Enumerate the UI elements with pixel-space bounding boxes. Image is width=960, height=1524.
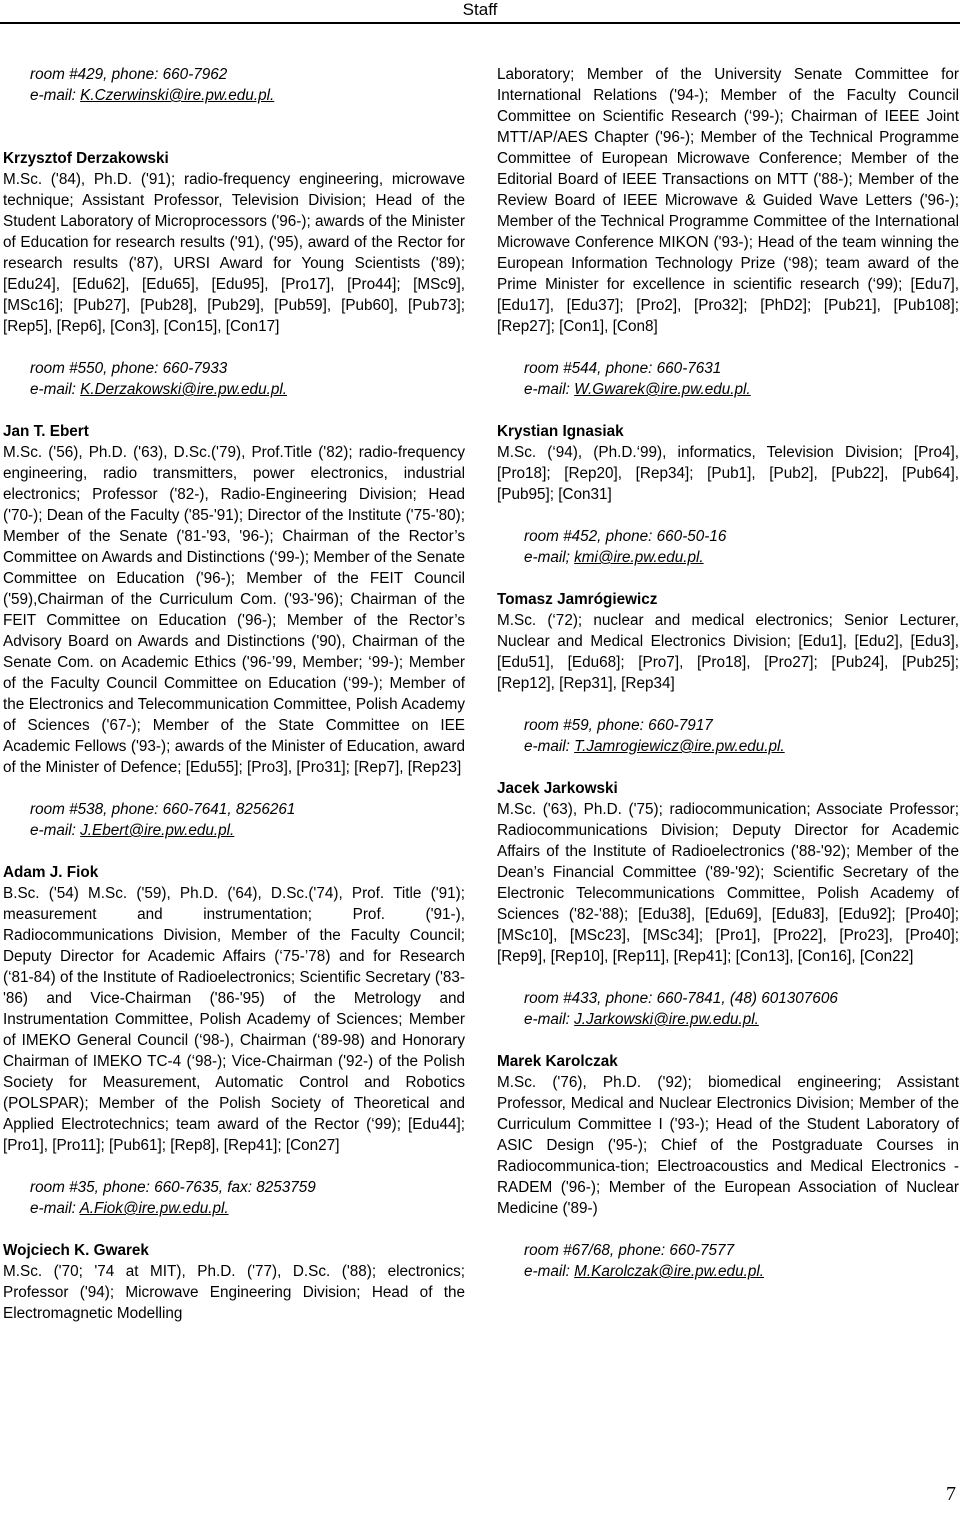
email-link[interactable]: K.Czerwinski@ire.pw.edu.pl. [80, 87, 275, 104]
header-divider [0, 22, 960, 24]
room-phone: room #538, phone: 660-7641, 8256261 [30, 801, 296, 818]
room-phone: room #433, phone: 660-7841, (48) 601307606 [524, 990, 838, 1007]
email-line [524, 1261, 959, 1282]
room-phone: room #67/68, phone: 660-7577 [524, 1242, 735, 1259]
staff-entry-gwarek-continued [497, 64, 959, 400]
staff-name: Krystian Ignasiak [497, 423, 624, 440]
room-phone: room #544, phone: 660-7631 [524, 360, 722, 377]
email-label: e-mail; [524, 549, 575, 566]
right-column [497, 64, 959, 1282]
staff-bio: M.Sc. (‘72); nuclear and medical electronics; Senior Lecturer, Nuclear and Medical Electronics Division; [Edu1], [Edu2], [Edu3], [Edu51], [Edu68]; [Pro7], [Pro18], [Pro27]; [Pub24], [Pub25]; [Rep12], [Rep31], [Rep34] [497, 612, 959, 692]
staff-bio: M.Sc. ('84), Ph.D. ('91); radio-frequency engineering, microwave technique; Assistant Professor, Television Division; Head of the Student Laboratory of Microprocessors ('96-); awards of the Minister of Education for research results ('91), ('95), award of the Rector for research results ('87), URSI Award for Young Scientists ('89); [Edu24], [Edu62], [Edu65], [Edu95], [Pro17], [Pro44]; [MSc9], [MSc16]; [Pub27], [Pub28], [Pub29], [Pub59], [Pub60], [Pub73]; [Rep5], [Rep6], [Con3], [Con15], [Con17] [3, 171, 465, 335]
email-link[interactable]: A.Fiok@ire.pw.edu.pl. [79, 1200, 229, 1217]
email-link[interactable]: kmi@ire.pw.edu.pl. [574, 549, 704, 566]
email-link[interactable]: W.Gwarek@ire.pw.edu.pl. [574, 381, 751, 398]
room-phone: room #35, phone: 660-7635, fax: 8253759 [30, 1179, 316, 1196]
email-label: e-mail: [30, 87, 81, 104]
page-number: 7 [946, 1483, 956, 1505]
email-line [30, 820, 465, 841]
email-label: e-mail: [524, 1263, 575, 1280]
staff-name: Tomasz Jamrógiewicz [497, 591, 658, 608]
email-line [524, 379, 959, 400]
page-title: Staff [462, 0, 498, 19]
email-link[interactable]: K.Derzakowski@ire.pw.edu.pl. [80, 381, 287, 398]
staff-bio: B.Sc. ('54) M.Sc. ('59), Ph.D. ('64), D.Sc.('74), Prof. Title ('91); measurement and instrumentation; Prof. ('91-), Radiocommunications Division, Member of the Faculty Council; Deputy Director for Academic Affairs (‘75-’78) and for Research (‘81-84) of the Institute of Radioelectronics; Scientific Secretary ('83-'86) and Vice-Chairman ('86-'95) of the Metrology and Instrumentation Committee, Polish Academy of Sciences; Member of IMEKO General Council (‘98-), Chairman (‘89-98) and Honorary Chairman of IMEKO TC-4 (‘98-); Vice-Chairman ('92-) of the Polish Society for Measurement, Automatic Control and Robotics (POLSPAR); Member of the Polish Society of Theoretical and Applied Electrotechnics; team award of the Rector (‘99); [Edu44]; [Pro1], [Pro11]; [Pub61]; [Rep8], [Rep41]; [Con27] [3, 885, 465, 1154]
room-phone: room #59, phone: 660-7917 [524, 717, 713, 734]
email-line [524, 736, 959, 757]
left-column [3, 64, 465, 1324]
email-label: e-mail: [30, 822, 81, 839]
staff-bio: M.Sc. ('70; '74 at MIT), Ph.D. ('77), D.Sc. ('88); electronics; Professor ('94); Microwave Engineering Division; Head of the Electromagnetic Modelling [3, 1263, 465, 1322]
email-line [30, 379, 465, 400]
email-line [524, 1009, 959, 1030]
email-link[interactable]: J.Jarkowski@ire.pw.edu.pl. [574, 1011, 759, 1028]
staff-entry-ebert [3, 421, 465, 841]
email-link[interactable]: T.Jamrogiewicz@ire.pw.edu.pl. [574, 738, 785, 755]
staff-name: Marek Karolczak [497, 1053, 618, 1070]
email-line [30, 85, 465, 106]
staff-bio: M.Sc. ('63), Ph.D. ('75); radiocommunication; Associate Professor; Radiocommunications Division; Deputy Director for Academic Affairs of the Institute of Radioelectronics ('88-'92); Member of the Dean’s Financial Committee ('89-'92); Scientific Secretary of the Electronic Telecommunications Committee, Polish Academy of Sciences ('82-'88); [Edu38], [Edu69], [Edu83], [Edu92]; [Pro40]; [MSc10], [MSc23], [MSc34]; [Pro1], [Pro22], [Pro23], [Pro40]; [Rep9], [Rep10], [Rep11], [Rep41]; [Con13], [Con16], [Con22] [497, 801, 959, 965]
staff-bio: M.Sc. ('76), Ph.D. ('92); biomedical engineering; Assistant Professor, Medical and Nuclear Electronics Division; Member of the Curriculum Committee I ('93-); Head of the Student Laboratory of ASIC Design ('95-); Chief of the Postgraduate Courses in Radiocommunica-tion; Electroacoustics and Medical Electronics - RADEM ('96-); Member of the European Association of Nuclear Medicine ('89-) [497, 1074, 959, 1217]
email-line [30, 1198, 465, 1219]
email-label: e-mail: [524, 1011, 575, 1028]
room-phone: room #550, phone: 660-7933 [30, 360, 228, 377]
staff-name: Wojciech K. Gwarek [3, 1242, 149, 1259]
staff-name: Jacek Jarkowski [497, 780, 618, 797]
staff-entry-karolczak [497, 1051, 959, 1282]
staff-name: Jan T. Ebert [3, 423, 89, 440]
staff-bio: M.Sc. (‘94), (Ph.D.‘99), informatics, Television Division; [Pro4], [Pro18]; [Rep20], [Rep34]; [Pub1], [Pub2], [Pub22], [Pub64], [Pub95]; [Con31] [497, 444, 959, 503]
staff-entry-jarkowski [497, 778, 959, 1030]
email-link[interactable]: M.Karolczak@ire.pw.edu.pl. [574, 1263, 764, 1280]
staff-name: Adam J. Fiok [3, 864, 99, 881]
contact-block-czerwinski [3, 64, 465, 106]
email-label: e-mail: [30, 1200, 80, 1217]
email-label: e-mail: [524, 738, 575, 755]
email-line [524, 547, 959, 568]
email-label: e-mail: [30, 381, 81, 398]
staff-bio: Laboratory; Member of the University Senate Committee for International Relations ('94-); Member of the Faculty Council Committee on Scientific Research (‘99-); Chairman of IEEE Joint MTT/AP/AES Chapter ('96-); Member of the Technical Programme Committee of European Microwave Conference; Member of the Editorial Board of IEEE Transactions on MTT ('88-); Member of the Review Board of IEEE Microwave & Guided Wave Letters ('96-); Member of the Technical Programme Committee of the International Microwave Conference MIKON ('93-); Head of the team winning the European Information Technology Prize (‘98); team award of the Prime Minister for excellence in scientific research (‘99); [Edu7], [Edu17], [Edu37]; [Pro2], [Pro32]; [PhD2]; [Pub21], [Pub108]; [Rep27]; [Con1], [Con8] [497, 66, 959, 335]
staff-name: Krzysztof Derzakowski [3, 150, 169, 167]
email-link[interactable]: J.Ebert@ire.pw.edu.pl. [80, 822, 235, 839]
staff-bio: M.Sc. ('56), Ph.D. ('63), D.Sc.('79), Prof.Title ('82); radio-frequency engineering, radio transmitters, power electronics, industrial electronics; Professor ('82-), Radio-Engineering Division; Head ('70-); Dean of the Faculty ('85-'91); Director of the Institute ('75-'80); Member of the Senate ('81-'93, '96-); Chairman of the Rector’s Committee on Awards and Distinctions (‘99-); Member of the Senate Committee on Education ('96-); Member of the FEIT Council ('59),Chairman of the Curriculum Com. ('93-'96); Chairman of the FEIT Committee on Education ('96-); Member of the Rector’s Advisory Board on Awards and Distinctions ('90), Chairman of the Senate Com. on Academic Ethics ('96-’99, Member; ‘99-); Member of the Faculty Council Committee on Education (‘99-); Member of the Electronics and Telecommunication Committee, Polish Academy of Sciences ('67-); Member of the State Committee on IEE Academic Fellows ('93-); awards of the Minister of Education, award of the Minister of Defence; [Edu55]; [Pro3], [Pro31]; [Rep7], [Rep23] [3, 444, 465, 776]
staff-entry-gwarek [3, 1240, 465, 1324]
staff-entry-fiok [3, 862, 465, 1219]
room-phone: room #452, phone: 660-50-16 [524, 528, 727, 545]
staff-entry-ignasiak [497, 421, 959, 568]
room-phone: room #429, phone: 660-7962 [30, 66, 228, 83]
staff-entry-derzakowski [3, 148, 465, 400]
email-label: e-mail: [524, 381, 575, 398]
staff-entry-jamrogiewicz [497, 589, 959, 757]
